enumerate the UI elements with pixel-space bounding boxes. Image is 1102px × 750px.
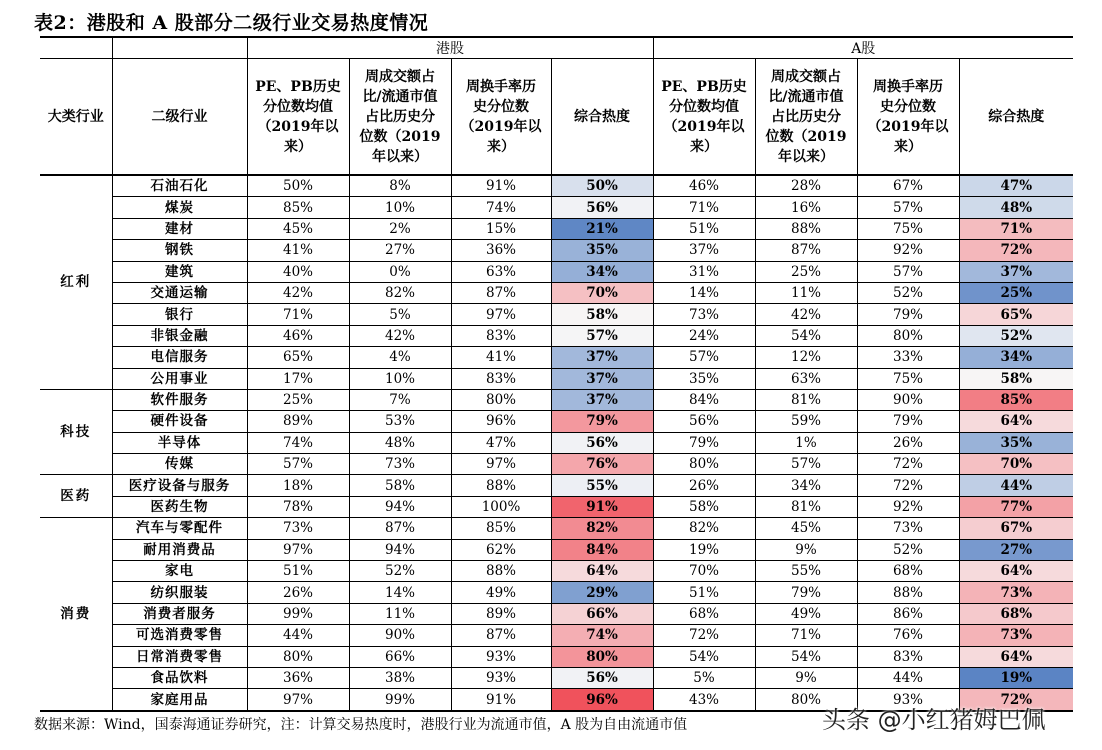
hk-value-cell: 42% — [349, 325, 451, 346]
a-value-cell: 92% — [857, 240, 959, 261]
a-heat-cell: 73% — [959, 582, 1073, 603]
hk-value-cell: 87% — [349, 518, 451, 539]
hk-value-cell: 36% — [247, 667, 349, 688]
hk-heat-cell: 66% — [551, 603, 653, 624]
a-heat-cell: 65% — [959, 304, 1073, 325]
hk-heat-cell: 57% — [551, 325, 653, 346]
a-heat-cell: 64% — [959, 646, 1073, 667]
hk-value-cell: 80% — [451, 389, 551, 410]
a-value-cell: 24% — [653, 325, 755, 346]
a-value-cell: 12% — [755, 347, 857, 368]
hk-value-cell: 97% — [451, 304, 551, 325]
hk-value-cell: 8% — [349, 175, 451, 197]
a-value-cell: 67% — [857, 175, 959, 197]
a-value-cell: 49% — [755, 603, 857, 624]
industry-cell: 建筑 — [112, 261, 247, 282]
a-value-cell: 5% — [653, 667, 755, 688]
hk-value-cell: 87% — [451, 625, 551, 646]
table-row — [40, 475, 1073, 496]
a-heat-cell: 67% — [959, 518, 1073, 539]
a-value-cell: 93% — [857, 689, 959, 711]
a-value-cell: 55% — [755, 561, 857, 582]
hk-value-cell: 94% — [349, 496, 451, 517]
a-value-cell: 82% — [653, 518, 755, 539]
heat-table — [40, 36, 1073, 712]
industry-cell: 可选消费零售 — [112, 625, 247, 646]
group-hk: 港股 — [247, 37, 653, 59]
industry-cell: 电信服务 — [112, 347, 247, 368]
column-header-row — [40, 59, 1073, 176]
table-title: 表2：港股和 A 股部分二级行业交易热度情况 — [34, 12, 429, 34]
table-row — [40, 411, 1073, 432]
hk-heat-cell: 76% — [551, 454, 653, 475]
a-value-cell: 68% — [857, 561, 959, 582]
col-a-pe: PE、PB历史 分位数均值 （2019年以 来） — [653, 59, 755, 176]
hk-value-cell: 74% — [451, 197, 551, 218]
a-value-cell: 88% — [857, 582, 959, 603]
hk-value-cell: 65% — [247, 347, 349, 368]
hk-heat-cell: 56% — [551, 667, 653, 688]
a-value-cell: 71% — [755, 625, 857, 646]
a-value-cell: 43% — [653, 689, 755, 711]
hk-heat-cell: 37% — [551, 368, 653, 389]
a-value-cell: 35% — [653, 368, 755, 389]
table-row — [40, 667, 1073, 688]
a-value-cell: 26% — [653, 475, 755, 496]
industry-cell: 消费者服务 — [112, 603, 247, 624]
a-value-cell: 44% — [857, 667, 959, 688]
a-heat-cell: 25% — [959, 282, 1073, 303]
hk-value-cell: 93% — [451, 646, 551, 667]
a-value-cell: 16% — [755, 197, 857, 218]
a-value-cell: 87% — [755, 240, 857, 261]
industry-cell: 汽车与零配件 — [112, 518, 247, 539]
hk-value-cell: 51% — [247, 561, 349, 582]
industry-cell: 建材 — [112, 218, 247, 239]
a-heat-cell: 35% — [959, 432, 1073, 453]
industry-cell: 煤炭 — [112, 197, 247, 218]
col-category: 大类行业 — [40, 59, 112, 176]
a-value-cell: 81% — [755, 389, 857, 410]
a-value-cell: 79% — [653, 432, 755, 453]
hk-value-cell: 85% — [247, 197, 349, 218]
a-value-cell: 54% — [653, 646, 755, 667]
col-a-turnover-rate: 周换手率历 史分位数 （2019年以 来） — [857, 59, 959, 176]
hk-value-cell: 0% — [349, 261, 451, 282]
hk-value-cell: 83% — [451, 325, 551, 346]
industry-cell: 半导体 — [112, 432, 247, 453]
a-value-cell: 51% — [653, 582, 755, 603]
table-row — [40, 561, 1073, 582]
industry-cell: 传媒 — [112, 454, 247, 475]
hk-value-cell: 4% — [349, 347, 451, 368]
a-value-cell: 59% — [755, 411, 857, 432]
hk-value-cell: 91% — [451, 175, 551, 197]
hk-value-cell: 26% — [247, 582, 349, 603]
hk-value-cell: 10% — [349, 197, 451, 218]
a-value-cell: 80% — [755, 689, 857, 711]
industry-cell: 家电 — [112, 561, 247, 582]
a-value-cell: 86% — [857, 603, 959, 624]
table-row — [40, 240, 1073, 261]
group-a: A股 — [653, 37, 1073, 59]
a-value-cell: 52% — [857, 539, 959, 560]
hk-heat-cell: 91% — [551, 496, 653, 517]
a-heat-cell: 19% — [959, 667, 1073, 688]
a-value-cell: 75% — [857, 368, 959, 389]
a-value-cell: 58% — [653, 496, 755, 517]
table-row — [40, 432, 1073, 453]
a-heat-cell: 68% — [959, 603, 1073, 624]
hk-value-cell: 48% — [349, 432, 451, 453]
hk-value-cell: 82% — [349, 282, 451, 303]
industry-cell: 公用事业 — [112, 368, 247, 389]
a-value-cell: 9% — [755, 539, 857, 560]
a-value-cell: 11% — [755, 282, 857, 303]
a-value-cell: 31% — [653, 261, 755, 282]
hk-value-cell: 40% — [247, 261, 349, 282]
industry-cell: 家庭用品 — [112, 689, 247, 711]
col-hk-heat: 综合热度 — [551, 59, 653, 176]
hk-value-cell: 17% — [247, 368, 349, 389]
table-row — [40, 539, 1073, 560]
hk-value-cell: 97% — [451, 454, 551, 475]
table-row — [40, 454, 1073, 475]
hk-value-cell: 73% — [247, 518, 349, 539]
hk-value-cell: 66% — [349, 646, 451, 667]
a-heat-cell: 58% — [959, 368, 1073, 389]
hk-heat-cell: 50% — [551, 175, 653, 197]
hk-value-cell: 47% — [451, 432, 551, 453]
hk-value-cell: 38% — [349, 667, 451, 688]
category-cell: 科技 — [40, 389, 112, 475]
category-cell: 医药 — [40, 475, 112, 518]
hk-value-cell: 41% — [451, 347, 551, 368]
industry-cell: 钢铁 — [112, 240, 247, 261]
table-row — [40, 518, 1073, 539]
industry-cell: 耐用消费品 — [112, 539, 247, 560]
hk-value-cell: 58% — [349, 475, 451, 496]
hk-value-cell: 78% — [247, 496, 349, 517]
hk-heat-cell: 35% — [551, 240, 653, 261]
hk-heat-cell: 37% — [551, 389, 653, 410]
table-row — [40, 325, 1073, 346]
hk-heat-cell: 74% — [551, 625, 653, 646]
hk-value-cell: 97% — [247, 539, 349, 560]
hk-value-cell: 62% — [451, 539, 551, 560]
industry-cell: 纺织服装 — [112, 582, 247, 603]
hk-value-cell: 41% — [247, 240, 349, 261]
a-value-cell: 19% — [653, 539, 755, 560]
hk-value-cell: 63% — [451, 261, 551, 282]
category-cell: 红利 — [40, 175, 112, 389]
hk-value-cell: 46% — [247, 325, 349, 346]
a-value-cell: 80% — [857, 325, 959, 346]
table-row — [40, 197, 1073, 218]
a-value-cell: 88% — [755, 218, 857, 239]
a-heat-cell: 47% — [959, 175, 1073, 197]
hk-value-cell: 2% — [349, 218, 451, 239]
hk-value-cell: 7% — [349, 389, 451, 410]
a-value-cell: 54% — [755, 325, 857, 346]
table-row — [40, 646, 1073, 667]
hk-heat-cell: 64% — [551, 561, 653, 582]
industry-cell: 非银金融 — [112, 325, 247, 346]
hk-value-cell: 97% — [247, 689, 349, 711]
hk-value-cell: 5% — [349, 304, 451, 325]
a-value-cell: 25% — [755, 261, 857, 282]
hk-heat-cell: 84% — [551, 539, 653, 560]
a-value-cell: 45% — [755, 518, 857, 539]
a-value-cell: 42% — [755, 304, 857, 325]
table-row — [40, 368, 1073, 389]
hk-value-cell: 73% — [349, 454, 451, 475]
hk-value-cell: 93% — [451, 667, 551, 688]
hk-value-cell: 85% — [451, 518, 551, 539]
hk-value-cell: 42% — [247, 282, 349, 303]
a-heat-cell: 37% — [959, 261, 1073, 282]
hk-heat-cell: 34% — [551, 261, 653, 282]
hk-value-cell: 27% — [349, 240, 451, 261]
a-heat-cell: 64% — [959, 411, 1073, 432]
a-value-cell: 51% — [653, 218, 755, 239]
hk-value-cell: 89% — [247, 411, 349, 432]
hk-heat-cell: 80% — [551, 646, 653, 667]
col-industry: 二级行业 — [112, 59, 247, 176]
hk-heat-cell: 37% — [551, 347, 653, 368]
group-header-row — [40, 37, 1073, 59]
table-row — [40, 218, 1073, 239]
a-value-cell: 63% — [755, 368, 857, 389]
hk-value-cell: 91% — [451, 689, 551, 711]
table-row — [40, 625, 1073, 646]
hk-value-cell: 87% — [451, 282, 551, 303]
a-heat-cell: 77% — [959, 496, 1073, 517]
table-body — [40, 175, 1073, 711]
hk-value-cell: 89% — [451, 603, 551, 624]
a-heat-cell: 71% — [959, 218, 1073, 239]
table-row — [40, 175, 1073, 197]
industry-cell: 硬件设备 — [112, 411, 247, 432]
hk-heat-cell: 21% — [551, 218, 653, 239]
hk-value-cell: 14% — [349, 582, 451, 603]
a-value-cell: 75% — [857, 218, 959, 239]
table-row — [40, 261, 1073, 282]
a-value-cell: 14% — [653, 282, 755, 303]
a-value-cell: 28% — [755, 175, 857, 197]
table-row — [40, 347, 1073, 368]
hk-value-cell: 45% — [247, 218, 349, 239]
industry-cell: 日常消费零售 — [112, 646, 247, 667]
industry-cell: 软件服务 — [112, 389, 247, 410]
hk-heat-cell: 29% — [551, 582, 653, 603]
a-heat-cell: 34% — [959, 347, 1073, 368]
industry-cell: 医药生物 — [112, 496, 247, 517]
hk-heat-cell: 79% — [551, 411, 653, 432]
hk-value-cell: 94% — [349, 539, 451, 560]
industry-cell: 交通运输 — [112, 282, 247, 303]
hk-value-cell: 99% — [349, 689, 451, 711]
hk-value-cell: 96% — [451, 411, 551, 432]
a-heat-cell: 27% — [959, 539, 1073, 560]
a-heat-cell: 48% — [959, 197, 1073, 218]
hk-value-cell: 53% — [349, 411, 451, 432]
a-value-cell: 71% — [653, 197, 755, 218]
table-row — [40, 496, 1073, 517]
industry-cell: 银行 — [112, 304, 247, 325]
watermark: 头条 @小红猪姆巴佩 — [822, 706, 1046, 734]
hk-heat-cell: 56% — [551, 197, 653, 218]
table-row — [40, 304, 1073, 325]
source-note: 数据来源：Wind，国泰海通证券研究，注：计算交易热度时，港股行业为流通市值，A 股为自由流通市值 — [34, 717, 688, 733]
hk-value-cell: 10% — [349, 368, 451, 389]
hk-value-cell: 71% — [247, 304, 349, 325]
a-heat-cell: 70% — [959, 454, 1073, 475]
a-value-cell: 72% — [857, 454, 959, 475]
table-row — [40, 282, 1073, 303]
col-hk-turnover-rate: 周换手率历 史分位数 （2019年以 来） — [451, 59, 551, 176]
hk-heat-cell: 96% — [551, 689, 653, 711]
a-value-cell: 56% — [653, 411, 755, 432]
a-heat-cell: 73% — [959, 625, 1073, 646]
hk-value-cell: 49% — [451, 582, 551, 603]
hk-value-cell: 99% — [247, 603, 349, 624]
a-value-cell: 92% — [857, 496, 959, 517]
a-value-cell: 72% — [857, 475, 959, 496]
hk-value-cell: 11% — [349, 603, 451, 624]
hk-value-cell: 50% — [247, 175, 349, 197]
hk-heat-cell: 70% — [551, 282, 653, 303]
a-value-cell: 33% — [857, 347, 959, 368]
hk-value-cell: 88% — [451, 475, 551, 496]
category-cell: 消费 — [40, 518, 112, 711]
a-value-cell: 72% — [653, 625, 755, 646]
a-value-cell: 54% — [755, 646, 857, 667]
col-hk-turnover-share: 周成交额占 比/流通市值 占比历史分 位数（2019 年以来） — [349, 59, 451, 176]
a-heat-cell: 52% — [959, 325, 1073, 346]
table-row — [40, 603, 1073, 624]
industry-cell: 食品饮料 — [112, 667, 247, 688]
col-a-heat: 综合热度 — [959, 59, 1073, 176]
a-value-cell: 73% — [653, 304, 755, 325]
hk-heat-cell: 82% — [551, 518, 653, 539]
industry-cell: 医疗设备与服务 — [112, 475, 247, 496]
hk-heat-cell: 58% — [551, 304, 653, 325]
hk-value-cell: 52% — [349, 561, 451, 582]
hk-value-cell: 18% — [247, 475, 349, 496]
a-value-cell: 57% — [857, 261, 959, 282]
table-row — [40, 582, 1073, 603]
a-heat-cell: 64% — [959, 561, 1073, 582]
a-value-cell: 34% — [755, 475, 857, 496]
a-value-cell: 80% — [653, 454, 755, 475]
a-value-cell: 79% — [857, 411, 959, 432]
a-value-cell: 68% — [653, 603, 755, 624]
a-heat-cell: 72% — [959, 240, 1073, 261]
heat-table-container — [40, 36, 1073, 712]
hk-value-cell: 80% — [247, 646, 349, 667]
a-value-cell: 57% — [653, 347, 755, 368]
a-value-cell: 79% — [755, 582, 857, 603]
a-value-cell: 9% — [755, 667, 857, 688]
hk-value-cell: 57% — [247, 454, 349, 475]
hk-heat-cell: 55% — [551, 475, 653, 496]
hk-value-cell: 36% — [451, 240, 551, 261]
a-value-cell: 90% — [857, 389, 959, 410]
a-value-cell: 76% — [857, 625, 959, 646]
a-heat-cell: 85% — [959, 389, 1073, 410]
a-value-cell: 73% — [857, 518, 959, 539]
a-value-cell: 81% — [755, 496, 857, 517]
a-value-cell: 57% — [755, 454, 857, 475]
table-row — [40, 389, 1073, 410]
hk-heat-cell: 56% — [551, 432, 653, 453]
hk-value-cell: 25% — [247, 389, 349, 410]
a-value-cell: 83% — [857, 646, 959, 667]
industry-cell: 石油石化 — [112, 175, 247, 197]
hk-value-cell: 90% — [349, 625, 451, 646]
hk-value-cell: 15% — [451, 218, 551, 239]
a-value-cell: 26% — [857, 432, 959, 453]
a-value-cell: 46% — [653, 175, 755, 197]
a-value-cell: 1% — [755, 432, 857, 453]
a-value-cell: 79% — [857, 304, 959, 325]
a-heat-cell: 44% — [959, 475, 1073, 496]
hk-value-cell: 83% — [451, 368, 551, 389]
hk-value-cell: 88% — [451, 561, 551, 582]
col-a-turnover-share: 周成交额占 比/流通市值 占比历史分 位数（2019 年以来） — [755, 59, 857, 176]
hk-value-cell: 44% — [247, 625, 349, 646]
a-value-cell: 57% — [857, 197, 959, 218]
a-value-cell: 70% — [653, 561, 755, 582]
a-value-cell: 84% — [653, 389, 755, 410]
hk-value-cell: 74% — [247, 432, 349, 453]
a-value-cell: 37% — [653, 240, 755, 261]
col-hk-pe: PE、PB历史 分位数均值 （2019年以 来） — [247, 59, 349, 176]
a-heat-cell: 72% — [959, 689, 1073, 711]
a-value-cell: 52% — [857, 282, 959, 303]
hk-value-cell: 100% — [451, 496, 551, 517]
